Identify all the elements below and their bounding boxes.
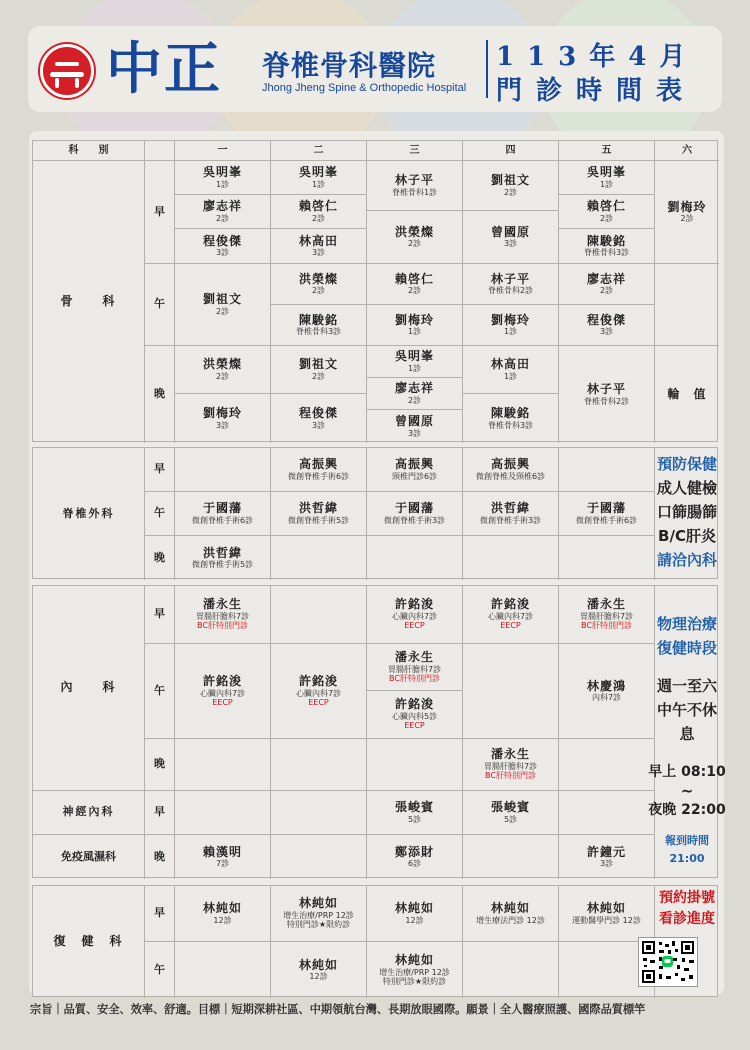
doctor-cell <box>271 886 367 942</box>
schedule-month: 113年4月 <box>496 42 699 72</box>
doctor-name: 林子平 <box>394 173 434 187</box>
clinic-room: 心臟內科5診 <box>391 712 438 722</box>
doctor-cell <box>175 835 271 879</box>
clinic-room: 心臟內科7診 <box>199 688 246 698</box>
doctor-cell <box>271 264 367 305</box>
special-clinic: EECP <box>500 621 521 631</box>
slot-afternoon: 午 <box>145 492 175 536</box>
doctor-name: 吳明峯 <box>298 165 338 179</box>
doctor-name: 許銘浚 <box>298 673 338 688</box>
doctor-cell <box>367 378 463 410</box>
doctor-cell <box>463 791 559 835</box>
slot-evening: 晚 <box>145 346 175 443</box>
clinic-room: 運動醫學門診 12診 <box>572 915 641 925</box>
clinic-room: 心臟內科7診 <box>487 612 534 622</box>
empty-cell <box>271 586 367 644</box>
note-line: 物理治療 <box>656 615 717 633</box>
empty-cell <box>271 536 367 580</box>
clinic-room: 3診 <box>599 859 614 869</box>
clinic-room: 微創脊椎手術3診 <box>383 515 446 525</box>
hospital-name-en: Jhong Jheng Spine & Orthopedic Hospital <box>262 82 467 94</box>
doctor-name: 陳駿銘 <box>490 406 530 420</box>
special-clinic: EECP <box>212 697 233 707</box>
clinic-room: 2診 <box>503 187 518 197</box>
doctor-name: 林純如 <box>586 901 626 915</box>
doctor-name: 于國藩 <box>202 501 242 515</box>
doctor-cell <box>463 211 559 264</box>
clinic-room: 脊椎骨科2診 <box>583 396 630 406</box>
empty-cell <box>559 791 655 835</box>
slot-morning: 早 <box>145 886 175 942</box>
note-line: 中午不休息 <box>656 701 717 743</box>
doctor-name: 廖志祥 <box>202 199 242 213</box>
clinic-room: 3診 <box>503 239 518 249</box>
doctor-name: 林純如 <box>394 952 434 967</box>
rotation-cell <box>655 346 719 443</box>
clinic-room: 心臟內科7診 <box>391 612 438 622</box>
clinic-room: 1診 <box>599 179 614 189</box>
empty-cell <box>463 536 559 580</box>
clinic-room: 1診 <box>503 371 518 381</box>
clinic-room: 增生療法門診 12診 <box>476 915 545 925</box>
doctor-name: 張峻賓 <box>490 800 530 814</box>
empty-cell <box>559 448 655 492</box>
ortho-section <box>32 140 718 442</box>
doctor-name: 劉梅玲 <box>394 312 434 327</box>
doctor-cell <box>175 195 271 229</box>
doctor-name: 廖志祥 <box>394 381 434 395</box>
qr-code-icon[interactable] <box>638 937 698 987</box>
clinic-room: 2診 <box>680 214 694 224</box>
doctor-name: 高振興 <box>298 457 338 471</box>
dept-label: 神經內科 <box>33 791 145 835</box>
clinic-room: 微創脊椎手術5診 <box>287 515 350 525</box>
doctor-name: 許銘浚 <box>394 697 434 712</box>
clinic-room: 3診 <box>407 428 422 438</box>
dept-label: 脊椎外科 <box>33 448 145 580</box>
slot-afternoon: 午 <box>145 264 175 346</box>
clinic-room: 2診 <box>215 213 230 223</box>
empty-cell <box>463 942 559 998</box>
doctor-name: 林高田 <box>490 357 530 371</box>
doctor-cell <box>463 264 559 305</box>
clinic-room: 12診 <box>213 915 232 925</box>
doctor-name: 許銘浚 <box>394 597 434 612</box>
header-divider <box>486 40 488 98</box>
doctor-name: 曾國原 <box>490 224 530 239</box>
clinic-room: 2診 <box>311 286 326 296</box>
clinic-room: 脊椎骨科2診 <box>487 286 534 296</box>
hospital-logo-icon <box>40 44 94 98</box>
doctor-name: 程俊傑 <box>202 233 242 248</box>
doctor-cell <box>271 942 367 998</box>
clinic-room: 5診 <box>503 814 518 824</box>
doctor-cell <box>367 305 463 346</box>
doctor-name: 劉梅玲 <box>202 406 242 420</box>
doctor-name: 林純如 <box>490 901 530 915</box>
clinic-room: 2診 <box>215 371 230 381</box>
slot-afternoon: 午 <box>145 942 175 998</box>
doctor-cell <box>271 644 367 739</box>
doctor-cell <box>559 644 655 739</box>
doctor-cell <box>271 305 367 346</box>
clinic-room: 脊椎骨科1診 <box>391 187 438 197</box>
doctor-name: 許鐘元 <box>586 844 626 859</box>
doctor-name: 張峻賓 <box>394 800 434 814</box>
doctor-name: 陳駿銘 <box>298 312 338 327</box>
doctor-name: 洪哲緯 <box>298 501 338 515</box>
doctor-cell <box>175 492 271 536</box>
clinic-room: 2診 <box>311 371 326 381</box>
clinic-room: 7診 <box>215 859 230 869</box>
empty-cell <box>367 739 463 791</box>
clinic-room: 增生治療/PRP 12診 <box>283 911 354 921</box>
note-line: 成人健檢 <box>656 479 717 497</box>
clinic-room: 頸椎門診6診 <box>391 471 438 481</box>
doctor-name: 陳駿銘 <box>586 233 626 248</box>
clinic-room: 增生治療/PRP 12診 <box>379 967 450 977</box>
note-line: 週一至六 <box>656 677 717 695</box>
doctor-cell <box>559 835 655 879</box>
empty-cell <box>271 835 367 879</box>
clinic-room: 1診 <box>503 327 518 337</box>
note-line: 早上 08:10 <box>648 764 726 780</box>
doctor-cell <box>367 886 463 942</box>
note-line: 看診進度 <box>659 911 715 927</box>
clinic-room: 2診 <box>599 286 614 296</box>
clinic-room: 微創脊椎及頸椎6診 <box>475 471 546 481</box>
doctor-name: 賴漢明 <box>202 844 242 859</box>
doctor-cell <box>271 448 367 492</box>
empty-cell <box>271 791 367 835</box>
doctor-name: 許銘浚 <box>202 673 242 688</box>
doctor-cell <box>367 691 463 739</box>
doctor-cell <box>271 195 367 229</box>
empty-cell <box>655 264 719 346</box>
doctor-name: 吳明峯 <box>202 165 242 179</box>
clinic-room: 2診 <box>311 213 326 223</box>
special-clinic: BC肝特別門診 <box>197 621 248 631</box>
doctor-cell <box>367 448 463 492</box>
doctor-cell <box>367 644 463 691</box>
empty-cell <box>175 942 271 998</box>
doctor-name: 劉梅玲 <box>490 312 530 327</box>
clinic-room: 5診 <box>407 814 422 824</box>
special-clinic: 特別門診★限約診 <box>286 920 351 930</box>
empty-cell <box>175 448 271 492</box>
note-line: B/C肝炎 <box>658 527 716 545</box>
slot-afternoon: 午 <box>145 644 175 739</box>
doctor-cell <box>271 394 367 443</box>
doctor-name: 高振興 <box>490 457 530 471</box>
doctor-name: 林純如 <box>394 901 434 915</box>
empty-cell <box>559 536 655 580</box>
doctor-cell <box>367 211 463 264</box>
doctor-cell <box>463 394 559 443</box>
slot-evening: 晚 <box>145 536 175 580</box>
doctor-cell <box>559 305 655 346</box>
doctor-cell <box>175 394 271 443</box>
doctor-name: 劉梅玲 <box>667 199 707 214</box>
doctor-name: 洪哲緯 <box>490 501 530 515</box>
clinic-room: 2診 <box>407 239 422 249</box>
clinic-room: 2診 <box>407 286 422 296</box>
clinic-room: 6診 <box>407 859 422 869</box>
empty-cell <box>175 791 271 835</box>
doctor-name: 劉祖文 <box>490 173 530 187</box>
doctor-name: 劉祖文 <box>298 357 338 371</box>
doctor-name: 洪榮燦 <box>394 224 434 239</box>
clinic-room: 1診 <box>407 327 422 337</box>
mission-statement: 宗旨｜品質、安全、效率、舒適。目標｜短期深耕社區、中期領航台灣、長期放眼國際。願景｜全人醫療照護、國際品質標竿 <box>30 1003 646 1016</box>
note-line: 夜晚 22:00 <box>648 802 726 818</box>
note-line: 請洽內科 <box>656 551 717 569</box>
physio-hours-note <box>648 612 726 868</box>
doctor-cell <box>367 586 463 644</box>
slot-morning: 早 <box>145 448 175 492</box>
hospital-name: 脊椎骨科醫院 <box>262 49 437 82</box>
doctor-cell <box>367 410 463 443</box>
doctor-name: 洪榮燦 <box>202 357 242 371</box>
empty-cell <box>559 739 655 791</box>
note-line: 預約掛號 <box>659 890 715 906</box>
doctor-cell <box>175 264 271 346</box>
clinic-room: 內科7診 <box>591 693 622 703</box>
spine-section <box>32 447 718 579</box>
internal-section <box>32 585 726 878</box>
clinic-room: 2診 <box>599 213 614 223</box>
empty-cell <box>175 739 271 791</box>
doctor-cell <box>175 161 271 195</box>
clinic-room: 胃腸肝膽科7診 <box>483 762 538 772</box>
doctor-cell <box>367 942 463 998</box>
doctor-name: 潘永生 <box>586 597 626 612</box>
clinic-room: 3診 <box>599 327 614 337</box>
clinic-room: 微創脊椎手術6診 <box>287 471 350 481</box>
dept-label: 復 健 科 <box>33 886 145 998</box>
special-clinic: BC肝特別門診 <box>389 673 440 683</box>
doctor-name: 程俊傑 <box>298 406 338 420</box>
clinic-room: 12診 <box>405 915 424 925</box>
doctor-cell <box>175 586 271 644</box>
doctor-name: 賴啓仁 <box>586 199 626 213</box>
special-clinic: BC肝特別門診 <box>581 621 632 631</box>
clinic-room: 1診 <box>215 179 230 189</box>
doctor-name: 劉祖文 <box>202 292 242 306</box>
doctor-name: 林純如 <box>202 901 242 915</box>
doctor-cell <box>463 305 559 346</box>
dept-label: 免疫風濕科 <box>33 835 145 879</box>
doctor-name: 林子平 <box>586 382 626 396</box>
booking-note[interactable] <box>655 888 719 930</box>
empty-cell <box>367 536 463 580</box>
doctor-cell <box>463 886 559 942</box>
doctor-name: 于國藩 <box>586 501 626 515</box>
rotation-label: 輪 值 <box>667 386 707 401</box>
clinic-room: 3診 <box>215 420 230 430</box>
doctor-name: 潘永生 <box>202 597 242 612</box>
doctor-cell <box>559 586 655 644</box>
clinic-room: 微創脊椎手術3診 <box>479 515 542 525</box>
clinic-room: 微創脊椎手術6診 <box>191 515 254 525</box>
note-line: ~ <box>680 782 694 800</box>
doctor-cell <box>559 492 655 536</box>
clinic-room: 3診 <box>311 248 326 258</box>
clinic-room: 脊椎骨科3診 <box>583 248 630 258</box>
clinic-room: 1診 <box>311 179 326 189</box>
special-clinic: EECP <box>404 621 425 631</box>
clinic-room: 2診 <box>215 306 230 316</box>
doctor-cell <box>175 229 271 264</box>
header-day-3: 三 <box>367 141 463 161</box>
doctor-cell <box>175 644 271 739</box>
doctor-name: 林慶鴻 <box>586 678 626 693</box>
doctor-cell <box>367 492 463 536</box>
doctor-name: 高振興 <box>394 457 434 471</box>
doctor-name: 潘永生 <box>394 649 434 664</box>
header-day-5: 五 <box>559 141 655 161</box>
doctor-cell <box>559 195 655 229</box>
clinic-room: 3診 <box>311 420 326 430</box>
doctor-name: 廖志祥 <box>586 271 626 286</box>
note-line: 21:00 <box>669 852 705 865</box>
empty-cell <box>463 644 559 739</box>
doctor-cell <box>175 536 271 580</box>
doctor-cell <box>367 835 463 879</box>
doctor-name: 林子平 <box>490 271 530 286</box>
clinic-room: 胃腸肝膽科7診 <box>387 664 442 674</box>
slot-morning: 早 <box>145 161 175 264</box>
header-day-6: 六 <box>655 141 719 161</box>
doctor-name: 賴啓仁 <box>298 199 338 213</box>
doctor-name: 許銘浚 <box>490 597 530 612</box>
doctor-name: 程俊傑 <box>586 312 626 327</box>
doctor-cell <box>367 264 463 305</box>
note-line: 預防保健 <box>656 455 717 473</box>
note-line: 復健時段 <box>656 639 717 657</box>
dept-label: 骨 科 <box>33 161 145 443</box>
doctor-name: 林高田 <box>298 233 338 248</box>
doctor-name: 吳明峯 <box>394 349 434 363</box>
doctor-cell <box>559 229 655 264</box>
doctor-name: 鄭添財 <box>394 844 434 859</box>
slot-morning: 早 <box>145 791 175 835</box>
clinic-room: 胃腸肝膽科7診 <box>195 612 250 622</box>
header-slot-cell <box>145 141 175 161</box>
doctor-cell <box>559 264 655 305</box>
clinic-room: 3診 <box>215 248 230 258</box>
special-clinic: EECP <box>308 697 329 707</box>
clinic-room: 微創脊椎手術6診 <box>575 515 638 525</box>
preventive-care-note <box>655 452 719 572</box>
empty-cell <box>271 739 367 791</box>
header-day-4: 四 <box>463 141 559 161</box>
doctor-name: 林純如 <box>298 896 338 911</box>
doctor-cell <box>367 346 463 378</box>
slot-evening: 晚 <box>145 739 175 791</box>
doctor-cell <box>367 791 463 835</box>
doctor-name: 賴啓仁 <box>394 271 434 286</box>
doctor-name: 于國藩 <box>394 501 434 515</box>
doctor-cell <box>271 492 367 536</box>
doctor-cell <box>559 886 655 942</box>
clinic-room: 脊椎骨科3診 <box>295 327 342 337</box>
clinic-room: 脊椎骨科3診 <box>487 420 534 430</box>
doctor-cell <box>271 346 367 394</box>
doctor-cell <box>559 346 655 443</box>
note-line: 報到時間 <box>665 834 709 847</box>
doctor-name: 吳明峯 <box>586 165 626 179</box>
clinic-room: 胃腸肝膽科7診 <box>579 612 634 622</box>
note-line: 口篩腸篩 <box>656 503 717 521</box>
doctor-cell <box>559 161 655 195</box>
doctor-cell <box>463 161 559 211</box>
special-clinic: EECP <box>404 721 425 731</box>
doctor-cell <box>463 739 559 791</box>
clinic-room: 心臟內科7診 <box>295 688 342 698</box>
doctor-name: 洪榮燦 <box>298 271 338 286</box>
header-day-1: 一 <box>175 141 271 161</box>
rehab-section <box>32 885 718 997</box>
doctor-cell <box>175 886 271 942</box>
doctor-cell <box>175 346 271 394</box>
clinic-room: 1診 <box>407 363 422 373</box>
doctor-cell <box>463 586 559 644</box>
doctor-name: 林純如 <box>298 957 338 972</box>
doctor-name: 洪哲緯 <box>202 545 242 560</box>
slot-evening: 晚 <box>145 835 175 879</box>
doctor-cell <box>271 161 367 195</box>
schedule-title: 門診時間表 <box>496 76 697 106</box>
doctor-cell <box>367 161 463 211</box>
doctor-cell <box>463 448 559 492</box>
clinic-room: 2診 <box>407 395 422 405</box>
doctor-cell <box>463 346 559 394</box>
header-day-2: 二 <box>271 141 367 161</box>
doctor-cell <box>463 492 559 536</box>
clinic-room: 12診 <box>309 972 328 982</box>
doctor-cell <box>655 161 719 264</box>
doctor-cell <box>271 229 367 264</box>
doctor-name: 潘永生 <box>490 747 530 762</box>
clinic-room: 微創脊椎手術5診 <box>191 560 254 570</box>
empty-cell <box>463 835 559 879</box>
slot-morning: 早 <box>145 586 175 644</box>
special-clinic: BC肝特別門診 <box>485 771 536 781</box>
special-clinic: 特別門診★限約診 <box>382 976 447 986</box>
header-dept-cell: 科 別 <box>33 141 145 161</box>
hospital-brand: 中正 <box>106 36 222 102</box>
doctor-name: 曾國原 <box>394 414 434 428</box>
dept-label: 內 科 <box>33 586 145 791</box>
